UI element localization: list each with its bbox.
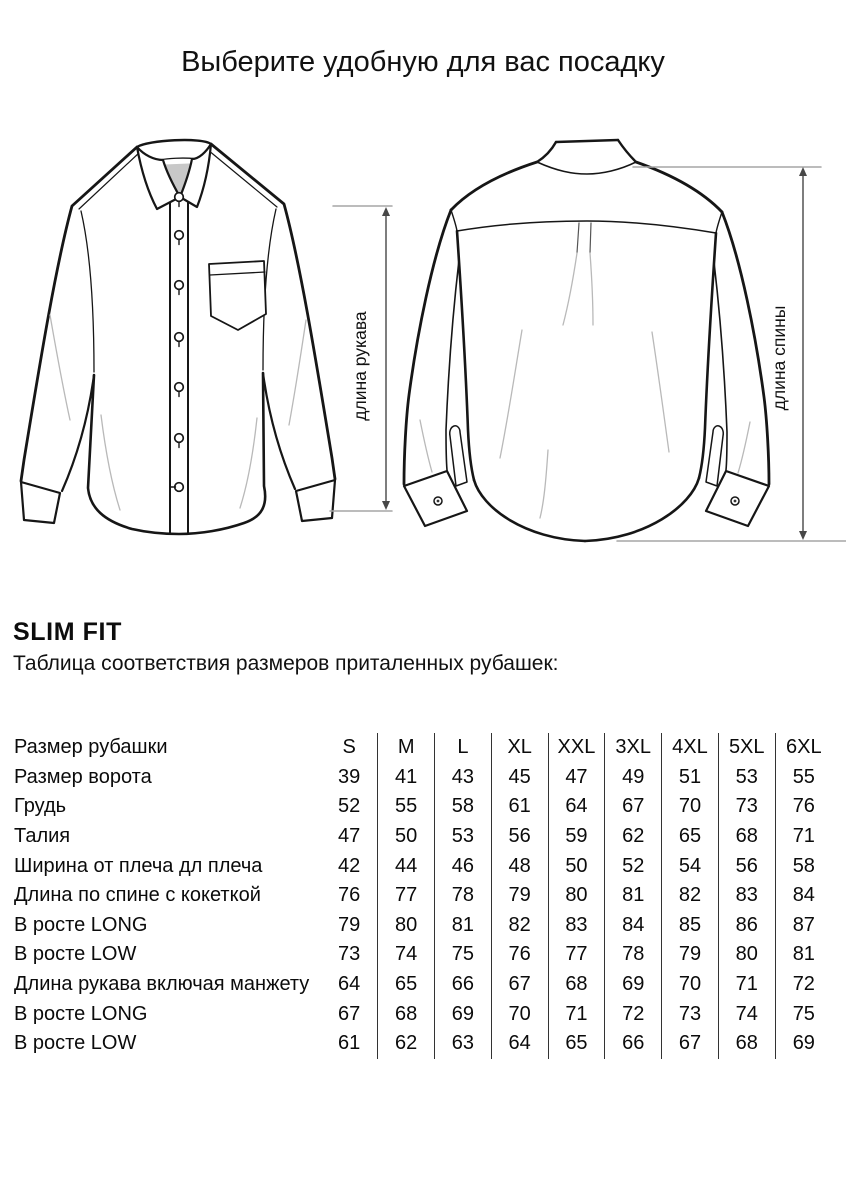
- size-cell: XXL: [548, 733, 605, 763]
- table-row: [14, 792, 832, 822]
- size-cell: L: [435, 733, 492, 763]
- size-cell: 74: [378, 940, 435, 970]
- size-row-label: В росте LOW: [14, 1032, 137, 1055]
- table-row: [14, 881, 832, 911]
- size-cell: 69: [435, 999, 492, 1029]
- size-cell: 55: [792, 765, 815, 788]
- size-cell: 65: [378, 970, 435, 1000]
- size-cell: 77: [378, 881, 435, 911]
- size-cell: 70: [662, 792, 719, 822]
- size-cell: 84: [605, 911, 662, 941]
- chest-pocket: [209, 261, 266, 330]
- size-cell: 65: [548, 1029, 605, 1059]
- size-cell: 6XL: [786, 736, 822, 759]
- size-cell: 86: [718, 911, 775, 941]
- arrow-up-icon: [799, 167, 807, 176]
- size-cell: 79: [321, 911, 378, 941]
- shirt-diagrams: [0, 120, 846, 590]
- size-cell: 82: [662, 881, 719, 911]
- table-row: [14, 999, 832, 1029]
- size-table: [14, 733, 832, 1059]
- size-cell: 67: [605, 792, 662, 822]
- size-cell: 55: [378, 792, 435, 822]
- size-cell: 39: [321, 763, 378, 793]
- size-cell: 56: [718, 851, 775, 881]
- size-cell: 68: [378, 999, 435, 1029]
- size-cell: 76: [792, 795, 815, 818]
- size-cell: 67: [491, 970, 548, 1000]
- size-cell: 4XL: [662, 733, 719, 763]
- size-cell: 68: [548, 970, 605, 1000]
- size-cell: 3XL: [605, 733, 662, 763]
- size-row-label: Длина рукава включая манжету: [14, 973, 310, 996]
- table-row: [14, 763, 832, 793]
- size-cell: 41: [378, 763, 435, 793]
- size-cell: 59: [548, 822, 605, 852]
- table-row: [14, 970, 832, 1000]
- size-table-body: [14, 733, 832, 1059]
- size-cell: 78: [435, 881, 492, 911]
- size-cell: 80: [718, 940, 775, 970]
- page-title: Выберите удобную для вас посадку: [181, 46, 665, 78]
- size-cell: 70: [662, 970, 719, 1000]
- arrow-down-icon: [799, 531, 807, 540]
- size-cell: 85: [662, 911, 719, 941]
- size-cell: 74: [718, 999, 775, 1029]
- size-cell: 61: [491, 792, 548, 822]
- table-row: [14, 733, 832, 763]
- front-buttons: [171, 193, 183, 492]
- size-cell: 76: [321, 881, 378, 911]
- size-cell: 64: [491, 1029, 548, 1059]
- size-cell: M: [378, 733, 435, 763]
- size-cell: 67: [321, 999, 378, 1029]
- size-row-label: В росте LONG: [14, 913, 148, 936]
- size-cell: 63: [435, 1029, 492, 1059]
- size-cell: 53: [435, 822, 492, 852]
- size-cell: 68: [718, 1029, 775, 1059]
- size-table-container: [14, 733, 832, 1059]
- left-sleeve-placket: [450, 426, 467, 486]
- size-cell: 68: [718, 822, 775, 852]
- table-row: [14, 940, 832, 970]
- size-cell: 81: [792, 943, 815, 966]
- size-cell: 58: [792, 854, 815, 877]
- size-cell: 71: [548, 999, 605, 1029]
- size-row-label: Ширина от плеча дл плеча: [14, 854, 263, 877]
- size-cell: 69: [605, 970, 662, 1000]
- size-cell: 66: [435, 970, 492, 1000]
- table-row: [14, 911, 832, 941]
- yoke-seam: [457, 221, 716, 233]
- size-cell: 80: [378, 911, 435, 941]
- size-cell: 45: [491, 763, 548, 793]
- size-cell: 49: [605, 763, 662, 793]
- back-length-label: длина спины: [769, 305, 789, 411]
- size-cell: 75: [792, 1002, 815, 1025]
- size-cell: 76: [491, 940, 548, 970]
- size-cell: 43: [435, 763, 492, 793]
- size-cell: 66: [605, 1029, 662, 1059]
- size-cell: 81: [605, 881, 662, 911]
- size-cell: 53: [718, 763, 775, 793]
- front-right-cuff: [296, 480, 335, 521]
- size-cell: XL: [491, 733, 548, 763]
- size-cell: 50: [548, 851, 605, 881]
- size-cell: 71: [718, 970, 775, 1000]
- size-row-label: В росте LOW: [14, 943, 137, 966]
- size-cell: 79: [491, 881, 548, 911]
- size-cell: 42: [321, 851, 378, 881]
- size-cell: 62: [605, 822, 662, 852]
- size-cell: 79: [662, 940, 719, 970]
- size-cell: 50: [378, 822, 435, 852]
- size-cell: 67: [662, 1029, 719, 1059]
- table-row: [14, 1029, 832, 1059]
- size-cell: 80: [548, 881, 605, 911]
- size-cell: 56: [491, 822, 548, 852]
- size-cell: 83: [548, 911, 605, 941]
- size-cell: 70: [491, 999, 548, 1029]
- arrow-down-icon: [382, 501, 390, 510]
- size-cell: 48: [491, 851, 548, 881]
- size-cell: 69: [792, 1032, 815, 1055]
- size-cell: 82: [491, 911, 548, 941]
- size-cell: 5XL: [718, 733, 775, 763]
- right-sleeve-placket: [706, 426, 723, 486]
- size-cell: 73: [718, 792, 775, 822]
- shirt-front-drawing: [21, 140, 335, 534]
- sleeve-length-dimension: [330, 206, 392, 511]
- size-cell: 47: [321, 822, 378, 852]
- size-cell: 54: [662, 851, 719, 881]
- back-creases: [420, 253, 750, 518]
- size-cell: 71: [792, 825, 815, 848]
- size-cell: 44: [378, 851, 435, 881]
- size-cell: 77: [548, 940, 605, 970]
- size-cell: S: [321, 733, 378, 763]
- fit-subtitle: Таблица соответствия размеров приталенных рубашек:: [13, 652, 559, 675]
- size-cell: 81: [435, 911, 492, 941]
- size-cell: 73: [321, 940, 378, 970]
- size-cell: 46: [435, 851, 492, 881]
- size-row-header: Размер рубашки: [14, 736, 168, 759]
- table-row: [14, 822, 832, 852]
- size-row-label: Размер ворота: [14, 765, 152, 788]
- size-cell: 64: [548, 792, 605, 822]
- arrow-up-icon: [382, 207, 390, 216]
- front-left-cuff: [21, 482, 60, 523]
- size-cell: 64: [321, 970, 378, 1000]
- size-cell: 51: [662, 763, 719, 793]
- size-cell: 87: [792, 913, 815, 936]
- sleeve-length-label: длина рукава: [350, 311, 370, 421]
- shirt-back-drawing: [404, 140, 769, 541]
- size-cell: 52: [605, 851, 662, 881]
- size-row-label: Грудь: [14, 795, 67, 818]
- size-cell: 84: [792, 884, 815, 907]
- size-row-label: Длина по спине с кокеткой: [14, 884, 261, 907]
- size-cell: 73: [662, 999, 719, 1029]
- size-cell: 65: [662, 822, 719, 852]
- size-cell: 72: [605, 999, 662, 1029]
- size-cell: 62: [378, 1029, 435, 1059]
- size-cell: 61: [321, 1029, 378, 1059]
- size-row-label: Талия: [14, 825, 71, 848]
- size-cell: 78: [605, 940, 662, 970]
- size-cell: 83: [718, 881, 775, 911]
- size-cell: 47: [548, 763, 605, 793]
- size-cell: 58: [435, 792, 492, 822]
- size-row-label: В росте LONG: [14, 1002, 148, 1025]
- size-cell: 72: [792, 973, 815, 996]
- size-cell: 75: [435, 940, 492, 970]
- size-cell: 52: [321, 792, 378, 822]
- table-row: [14, 851, 832, 881]
- fit-heading: SLIM FIT: [13, 618, 122, 646]
